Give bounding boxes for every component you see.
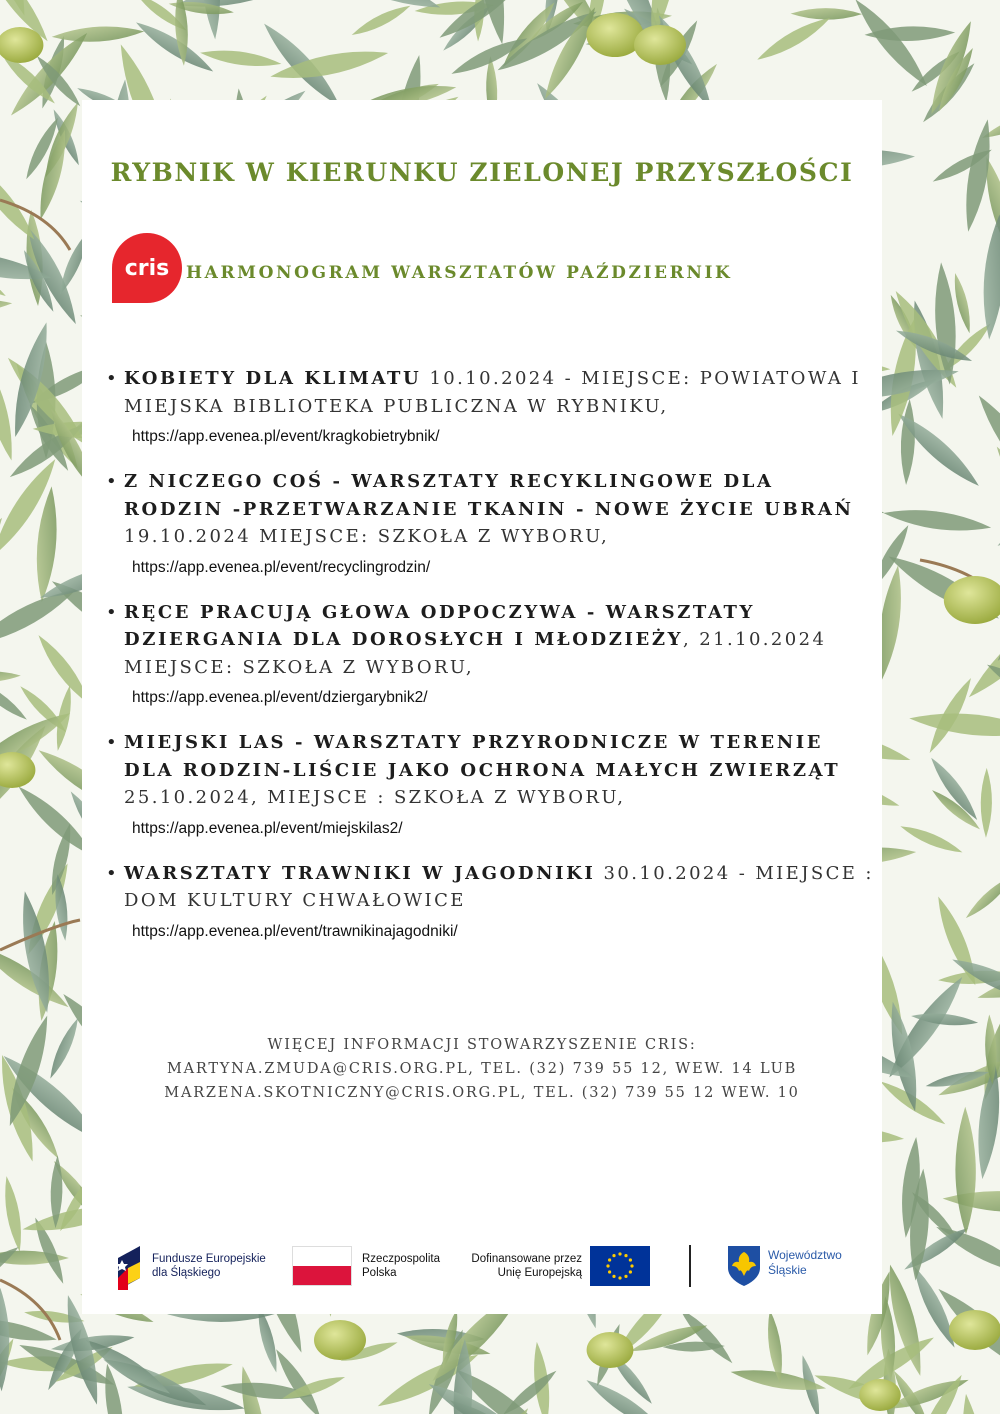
event-text — [124, 365, 877, 420]
event-item — [102, 599, 877, 708]
eu-star — [606, 1264, 609, 1267]
eu-line: Dofinansowane przez — [471, 1253, 582, 1265]
contact-line: MARZENA.SKOTNICZNY@CRIS.ORG.PL, TEL. (32) 739 55 12 WEW. 10 — [164, 1085, 800, 1101]
event-name: KOBIETY DLA KLIMATU — [124, 368, 422, 389]
olive-shape — [634, 25, 686, 65]
event-details: 10.10.2024 - MIEJSCE: POWIATOWA I MIEJSKA BIBLIOTEKA PUBLICZNA W RYBNIKU, — [124, 368, 861, 417]
leaf-shape — [993, 478, 1000, 553]
event-item — [102, 860, 877, 941]
leaf-shape — [271, 1346, 327, 1414]
bullet-icon: • — [106, 368, 117, 389]
eu-star — [612, 1275, 615, 1278]
contact-info — [82, 1033, 882, 1105]
leaf-shape — [980, 768, 992, 838]
leaf-shape — [754, 12, 834, 66]
event-list — [102, 365, 877, 941]
bullet-icon: • — [106, 471, 117, 492]
event-name: MIEJSKI LAS - WARSZTATY PRZYRODNICZE W TERENIE DLA RODZIN-LIŚCIE JAKO OCHRONA MAŁYCH ZWIERZĄT — [124, 732, 841, 781]
eu-star — [612, 1254, 615, 1257]
leaf-shape — [882, 504, 992, 536]
event-link[interactable]: https://app.evenea.pl/event/trawnikinajagodniki/ — [132, 922, 458, 940]
sponsor-logos — [112, 1240, 872, 1300]
leaf-shape — [971, 390, 1000, 504]
event-text — [124, 729, 877, 812]
olive-shape — [949, 1310, 1000, 1350]
leaf-shape — [51, 24, 144, 44]
event-name: WARSZTATY TRAWNIKI W JAGODNIKI — [124, 862, 596, 884]
pl-line: Polska — [362, 1267, 397, 1279]
bullet-icon: • — [106, 601, 117, 623]
silesia-caption — [768, 1248, 842, 1278]
eu-star — [618, 1252, 621, 1255]
event-text — [124, 860, 877, 915]
contact-heading: WIĘCEJ INFORMACJI STOWARZYSZENIE CRIS: — [267, 1037, 697, 1053]
fe-line: dla Śląskiego — [152, 1267, 221, 1279]
leaf-shape — [979, 214, 1000, 341]
cris-logo: cris — [112, 233, 182, 303]
leaf-shape — [0, 670, 21, 683]
olive-shape — [314, 1320, 366, 1360]
schedule-subtitle: HARMONOGRAM WARSZTATÓW PAŹDZIERNIK — [186, 263, 733, 283]
fe-line: Fundusze Europejskie — [152, 1253, 266, 1265]
eu-line: Unię Europejską — [497, 1267, 582, 1279]
event-text — [124, 468, 877, 551]
pl-line: Rzeczpospolita — [362, 1253, 440, 1265]
eu-star — [608, 1258, 611, 1261]
event-link[interactable]: https://app.evenea.pl/event/kragkobietrybnik/ — [132, 428, 440, 445]
leaf-shape — [500, 1366, 560, 1414]
silesia-line: Śląskie — [768, 1263, 807, 1277]
eu-star — [608, 1270, 611, 1273]
leaf-shape — [956, 1393, 992, 1414]
event-item — [102, 365, 877, 446]
event-link[interactable]: https://app.evenea.pl/event/dziergarybnik2/ — [132, 689, 428, 706]
leaf-shape — [848, 0, 933, 92]
event-details: 25.10.2024, MIEJSCE : SZKOŁA Z WYBORU, — [124, 787, 626, 808]
fundusze-europejskie-logo — [116, 1244, 142, 1292]
leaf-shape — [45, 1016, 82, 1081]
leaf-shape — [791, 8, 863, 20]
leaf-shape — [0, 1288, 10, 1392]
eu-star — [624, 1254, 627, 1257]
pl-caption — [362, 1252, 440, 1280]
event-item — [102, 729, 877, 838]
eu-star — [618, 1276, 621, 1279]
eu-star — [624, 1275, 627, 1278]
contact-line: MARTYNA.ZMUDA@CRIS.ORG.PL, TEL. (32) 739 55 12, WEW. 14 LUB — [166, 1061, 798, 1077]
poster-card — [82, 100, 882, 1314]
eu-star — [629, 1270, 632, 1273]
leaf-shape — [962, 871, 1000, 921]
event-text — [124, 599, 877, 682]
leaf-shape — [199, 46, 282, 70]
eu-star — [630, 1264, 633, 1267]
bullet-icon: • — [106, 862, 117, 884]
polish-flag — [292, 1246, 352, 1286]
silesia-line: Województwo — [768, 1248, 842, 1262]
leaf-shape — [0, 297, 13, 315]
leaf-shape — [955, 1107, 976, 1235]
event-name: Z NICZEGO COŚ - WARSZTATY RECYKLINGOWE DLA RODZIN -PRZETWARZANIE TKANIN - NOWE ŻYCIE UBRAŃ — [124, 471, 854, 520]
event-link[interactable]: https://app.evenea.pl/event/miejskilas2/ — [132, 819, 403, 837]
bullet-icon: • — [106, 732, 117, 753]
silesia-coat-of-arms — [726, 1244, 762, 1288]
fe-caption — [152, 1252, 266, 1280]
event-details: , 21.10.2024 MIEJSCE: SZKOŁA Z WYBORU, — [124, 629, 827, 678]
event-details: 19.10.2024 MIEJSCE: SZKOŁA Z WYBORU, — [124, 526, 610, 547]
leaf-shape — [992, 444, 1000, 506]
leaf-shape — [0, 676, 30, 724]
page-title: RYBNIK W KIERUNKU ZIELONEJ PRZYSZŁOŚCI — [110, 158, 854, 187]
olive-shape — [587, 1332, 634, 1368]
logo-divider — [689, 1245, 691, 1287]
event-link[interactable]: https://app.evenea.pl/event/recyclingrodzin/ — [132, 558, 431, 576]
event-name: RĘCE PRACUJĄ GŁOWA ODPOCZYWA - WARSZTATY DZIERGANIA DLA DOROSŁYCH I MŁODZIEŻY — [124, 601, 755, 650]
eu-flag — [590, 1246, 650, 1286]
eu-caption — [467, 1252, 582, 1280]
event-item — [102, 468, 877, 577]
leaf-shape — [0, 1175, 25, 1253]
eu-star — [629, 1258, 632, 1261]
event-details: 30.10.2024 - MIEJSCE : DOM KULTURY CHWAŁOWICE — [124, 862, 874, 911]
olive-shape — [859, 1379, 901, 1411]
leaf-shape — [349, 1, 412, 40]
